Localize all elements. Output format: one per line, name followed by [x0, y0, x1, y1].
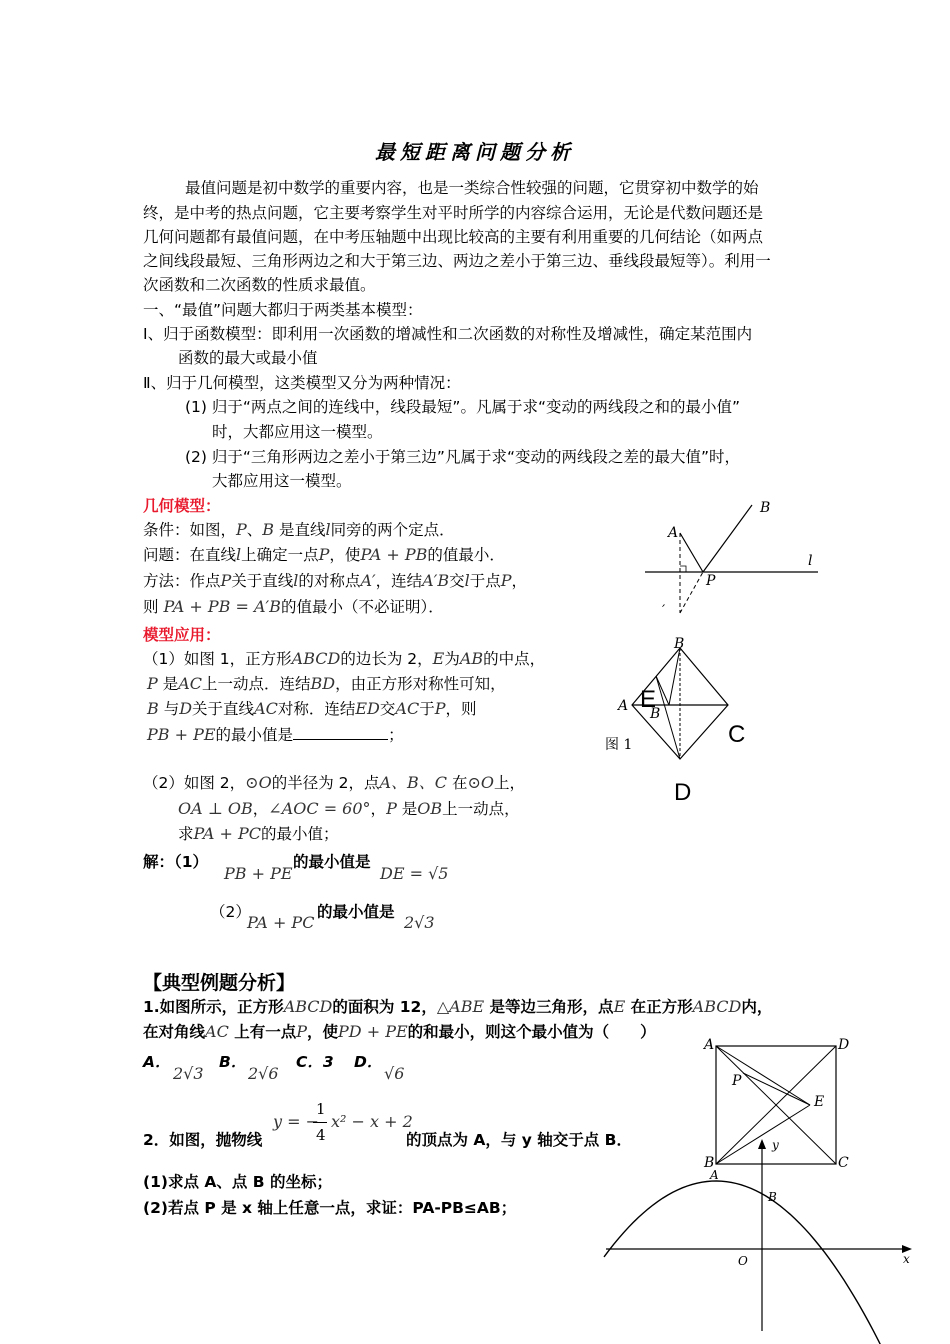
parabola-rest: x² − x + 2 [331, 1112, 413, 1131]
app-1-line-4: PB + PE的最小值是 ； [147, 725, 404, 744]
option-d-value: √6 [384, 1064, 405, 1083]
example-2-prefix: 2．如图，抛物线 [143, 1131, 263, 1149]
label-x: x [903, 1252, 910, 1266]
option-c: C．3 [296, 1053, 334, 1071]
label-a: A [704, 1037, 715, 1053]
fraction-numerator: 1 [316, 1100, 326, 1118]
label-e: E [640, 686, 657, 713]
segment-pe [743, 1073, 810, 1105]
right-angle-mark [680, 566, 686, 572]
label-y: y [772, 1138, 779, 1152]
example-2-part-1: (1)求点 A、点 B 的坐标； [143, 1173, 332, 1191]
intro-line-3: 几何问题都有最值问题，在中考压轴题中出现比较高的主要有利用重要的几何结论（如两点 [143, 228, 764, 246]
model-2b-line-2: 大都应用这一模型。 [212, 472, 352, 490]
intro-line-1: 最值问题是初中数学的重要内容，也是一类综合性较强的问题，它贯穿初中数学的始 [185, 179, 759, 197]
segment-bp [669, 648, 680, 705]
app-2-line-2: OA ⊥ OB，∠AOC = 60°，P 是OB上一动点， [178, 799, 520, 818]
label-b-small: B [650, 706, 661, 722]
label-d: D [674, 779, 692, 806]
solution-1-text: 的最小值是 [293, 853, 371, 871]
option-b-value: 2√6 [248, 1064, 279, 1083]
model-2a-line-2: 时，大都应用这一模型。 [212, 423, 383, 441]
example-2-suffix: 的顶点为 A，与 y 轴交于点 B． [406, 1131, 632, 1149]
option-a-value: 2√3 [173, 1064, 204, 1083]
option-a-key: A． [143, 1053, 171, 1071]
option-d-key: D． [354, 1053, 383, 1071]
solution-1-value: DE = √5 [380, 864, 449, 883]
geo-model-figure [640, 495, 825, 620]
model-1-line-2: 函数的最大或最小值 [178, 349, 318, 367]
fraction-denominator: 4 [316, 1126, 326, 1144]
solution-2-value: 2√3 [404, 913, 435, 932]
label-c: C [728, 721, 746, 748]
segment-ep [656, 676, 669, 705]
label-o: O [738, 1254, 748, 1268]
app-1-line-2: P 是AC上一动点．连结BD，由正方形对称性可知， [147, 674, 506, 693]
segment-pb [703, 505, 752, 572]
geo-condition: 条件：如图，P、B 是直线l同旁的两个定点． [143, 520, 455, 539]
model-2: Ⅱ、归于几何模型，这类模型又分为两种情况： [143, 374, 461, 392]
label-a: A [618, 698, 629, 714]
label-p: P [732, 1073, 742, 1089]
solution-2-label: （2） [210, 903, 251, 921]
label-b: B [674, 636, 685, 652]
geo-question: 问题：在直线l上确定一点P，使PA + PB的值最小． [143, 545, 505, 564]
geo-model-heading: 几何模型： [143, 497, 221, 515]
label-prime: ′ [662, 603, 666, 619]
app-2-line-1: （2）如图 2，⊙O的半径为 2，点A、B、C 在⊙O上， [143, 773, 526, 792]
model-1-line-1: Ⅰ、归于函数模型：即利用一次函数的增减性和二次函数的对称性及增减性，确定某范围内 [143, 325, 753, 343]
examples-heading: 【典型例题分析】 [143, 972, 296, 994]
option-b-key: B． [219, 1053, 247, 1071]
geo-method: 方法：作点P关于直线l的对称点A′，连结A′B交l于点P， [143, 571, 528, 590]
label-e: E [814, 1094, 825, 1110]
solution-2-expr: PA + PC [247, 913, 315, 932]
y-axis-arrow [758, 1139, 766, 1149]
reflected-dashed [680, 572, 703, 613]
app-1-line-1: （1）如图 1，正方形ABCD的边长为 2，E为AB的中点， [143, 649, 546, 668]
solution-2-text: 的最小值是 [317, 903, 395, 921]
label-a: A [668, 525, 679, 541]
example-1-line-1: 1.如图所示，正方形ABCD的面积为 12，△ABE 是等边三角形，点E 在正方形ABCD内， [143, 997, 773, 1016]
page-title: 最短距离问题分析 [375, 140, 575, 164]
example-2-part-2: (2)若点 P 是 x 轴上任意一点，求证：PA-PB≤AB； [143, 1199, 517, 1217]
label-a: A [710, 1168, 719, 1182]
label-d: D [838, 1037, 850, 1053]
figure-1 [600, 635, 760, 810]
model-2b-line-1: (2) 归于“三角形两边之差小于第三边”凡属于求“变动的两线段之差的最大值”时， [185, 448, 741, 466]
models-heading: 一、“最值”问题大都归于两类基本模型： [143, 301, 423, 319]
app-1-line-3: B 与D关于直线AC对称．连结ED交AC于P，则 [147, 699, 477, 718]
label-b: B [760, 500, 771, 516]
app-2-line-3: 求PA + PC的最小值； [178, 824, 339, 843]
geo-then: 则 PA + PB = A′B的值最小（不必证明）． [143, 597, 444, 616]
parabola-y: y = − [273, 1112, 320, 1131]
label-b: B [704, 1155, 715, 1171]
label-l: l [808, 553, 813, 569]
solution-1-expr: PB + PE [224, 864, 293, 883]
intro-line-2: 终，是中考的热点问题，它主要考察学生对平时所学的内容综合运用，无论是代数问题还是 [143, 204, 764, 222]
label-b: B [768, 1190, 777, 1204]
parabola-curve [604, 1181, 898, 1344]
model-2a-line-1: (1) 归于“两点之间的连线中，线段最短”。凡属于求“变动的两线段之和的最小值” [185, 398, 741, 416]
figure-3 [600, 1135, 920, 1335]
label-c: C [838, 1155, 849, 1171]
answer-blank [293, 723, 388, 740]
triangle-ae [716, 1046, 810, 1105]
label-p: P [706, 573, 716, 589]
solution-label: 解：（1） [143, 853, 209, 871]
application-heading: 模型应用： [143, 626, 221, 644]
figure-1-caption: 图 1 [605, 737, 633, 753]
intro-line-5: 次函数和二次函数的性质求最值。 [143, 276, 376, 294]
example-1-line-2: 在对角线AC 上有一点P，使PD + PE的和最小，则这个最小值为（ ） [143, 1022, 656, 1041]
intro-line-4: 之间线段最短、三角形两边之和大于第三边、两边之差小于第三边、垂线段最短等）。利用一 [143, 252, 771, 270]
